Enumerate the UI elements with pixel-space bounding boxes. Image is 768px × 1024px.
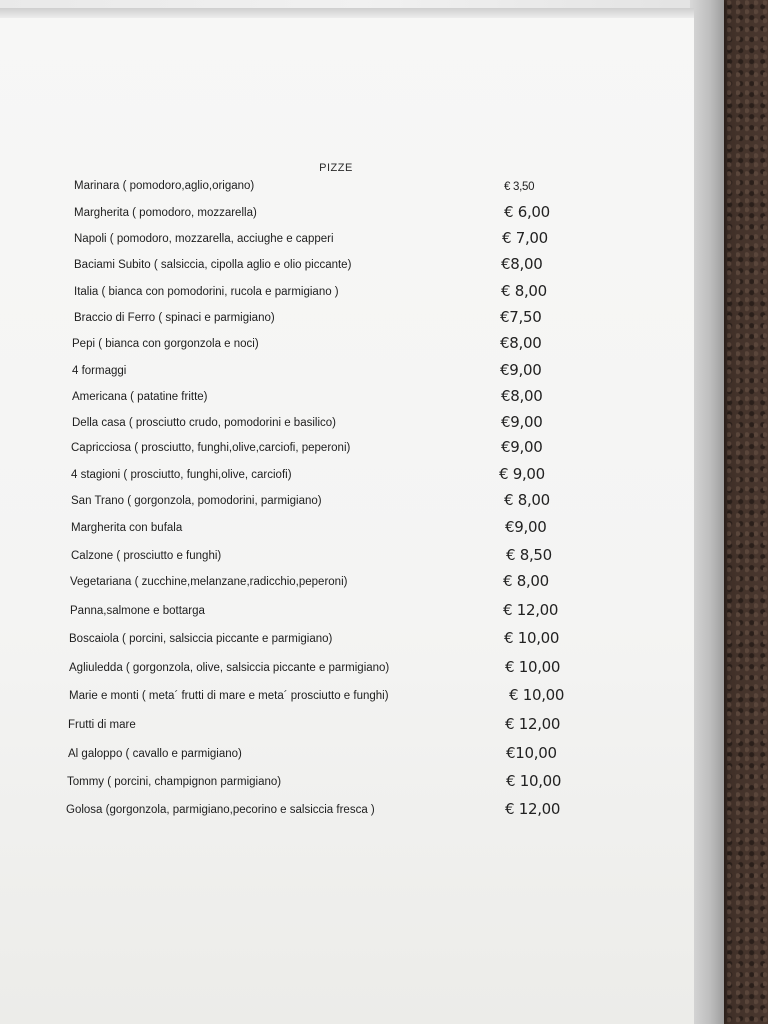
menu-item-name: Napoli ( pomodoro, mozzarella, acciughe e capperi (74, 233, 334, 245)
menu-item (0, 603, 694, 627)
menu-item-price: € 6,00 (504, 203, 550, 221)
menu-item-price: € 8,00 (503, 572, 549, 590)
menu-item-price: € 10,00 (509, 686, 565, 704)
menu-item-name: Capricciosa ( prosciutto, funghi,olive,carciofi, peperoni) (71, 442, 351, 454)
menu-item (0, 231, 694, 255)
menu-item-price: €9,00 (501, 413, 543, 431)
menu-item (0, 415, 694, 439)
menu-title: PIZZE (319, 162, 353, 174)
menu-item (0, 660, 694, 684)
menu-item (0, 631, 694, 655)
menu-item-price: € 8,50 (506, 546, 552, 564)
menu-item-price: €10,00 (506, 744, 557, 762)
menu-item-price: € 10,00 (504, 629, 560, 647)
menu-item (0, 493, 694, 517)
menu-item-price: € 12,00 (505, 800, 561, 818)
menu-item-name: Marinara ( pomodoro,aglio,origano) (74, 180, 255, 192)
menu-page (0, 8, 694, 1024)
menu-item-price: € 9,00 (499, 465, 545, 483)
menu-item (0, 520, 694, 544)
menu-item-name: Marie e monti ( meta´ frutti di mare e meta´ prosciutto e funghi) (69, 690, 389, 702)
menu-item-price: € 3,50 (504, 181, 535, 193)
menu-item-price: € 8,00 (504, 491, 550, 509)
menu-item-name: Baciami Subito ( salsiccia, cipolla aglio e olio piccante) (74, 259, 352, 271)
menu-item (0, 363, 694, 387)
menu-item-name: Panna,salmone e bottarga (70, 605, 205, 617)
menu-item (0, 440, 694, 464)
menu-item-name: 4 stagioni ( prosciutto, funghi,olive, carciofi) (71, 469, 292, 481)
menu-item-price: € 10,00 (506, 772, 562, 790)
menu-item-price: € 8,00 (501, 282, 547, 300)
menu-item-name: Americana ( patatine fritte) (72, 391, 208, 403)
menu-item-price: €8,00 (500, 334, 542, 352)
menu-item-name: Boscaiola ( porcini, salsiccia piccante e parmigiano) (69, 633, 333, 645)
menu-item-name: Italia ( bianca con pomodorini, rucola e parmigiano ) (74, 286, 339, 298)
menu-item-price: €9,00 (505, 518, 547, 536)
menu-item (0, 717, 694, 741)
menu-item (0, 746, 694, 770)
menu-item (0, 467, 694, 491)
menu-item (0, 178, 694, 202)
menu-item-name: Della casa ( prosciutto crudo, pomodorini e basilico) (72, 417, 336, 429)
menu-item (0, 548, 694, 572)
menu-item-name: Tommy ( porcini, champignon parmigiano) (67, 776, 282, 788)
menu-item (0, 774, 694, 798)
page-top-edge (0, 8, 694, 18)
menu-item-price: €9,00 (500, 361, 542, 379)
menu-item (0, 389, 694, 413)
menu-item-name: 4 formaggi (72, 365, 127, 377)
menu-item-name: Calzone ( prosciutto e funghi) (71, 550, 222, 562)
menu-item-name: Frutti di mare (68, 719, 136, 731)
menu-item-name: Margherita ( pomodoro, mozzarella) (74, 207, 257, 219)
menu-item-price: €8,00 (501, 255, 543, 273)
menu-item (0, 574, 694, 598)
sleeve-edge (690, 0, 724, 1024)
menu-item-name: Vegetariana ( zucchine,melanzane,radicchio,peperoni) (70, 576, 348, 588)
menu-item-name: Margherita con bufala (71, 522, 183, 534)
menu-item-price: €7,50 (500, 308, 542, 326)
menu-item-name: Al galoppo ( cavallo e parmigiano) (68, 748, 242, 760)
menu-item (0, 802, 694, 826)
menu-item-name: Golosa (gorgonzola, parmigiano,pecorino e salsiccia fresca ) (66, 804, 375, 816)
menu-item-price: € 7,00 (502, 229, 548, 247)
menu-item-name: Braccio di Ferro ( spinaci e parmigiano) (74, 312, 275, 324)
menu-item (0, 205, 694, 229)
menu-item-name: San Trano ( gorgonzola, pomodorini, parmigiano) (71, 495, 322, 507)
menu-item (0, 336, 694, 360)
menu-item (0, 310, 694, 334)
menu-item (0, 688, 694, 712)
menu-item-name: Agliuledda ( gorgonzola, olive, salsiccia piccante e parmigiano) (69, 662, 390, 674)
menu-item-price: €8,00 (501, 387, 543, 405)
menu-item-price: €9,00 (501, 438, 543, 456)
menu-item-price: € 12,00 (503, 601, 559, 619)
menu-item-name: Pepi ( bianca con gorgonzola e noci) (72, 338, 259, 350)
menu-item-price: € 10,00 (505, 658, 561, 676)
menu-item (0, 257, 694, 281)
menu-item (0, 284, 694, 308)
menu-item-price: € 12,00 (505, 715, 561, 733)
